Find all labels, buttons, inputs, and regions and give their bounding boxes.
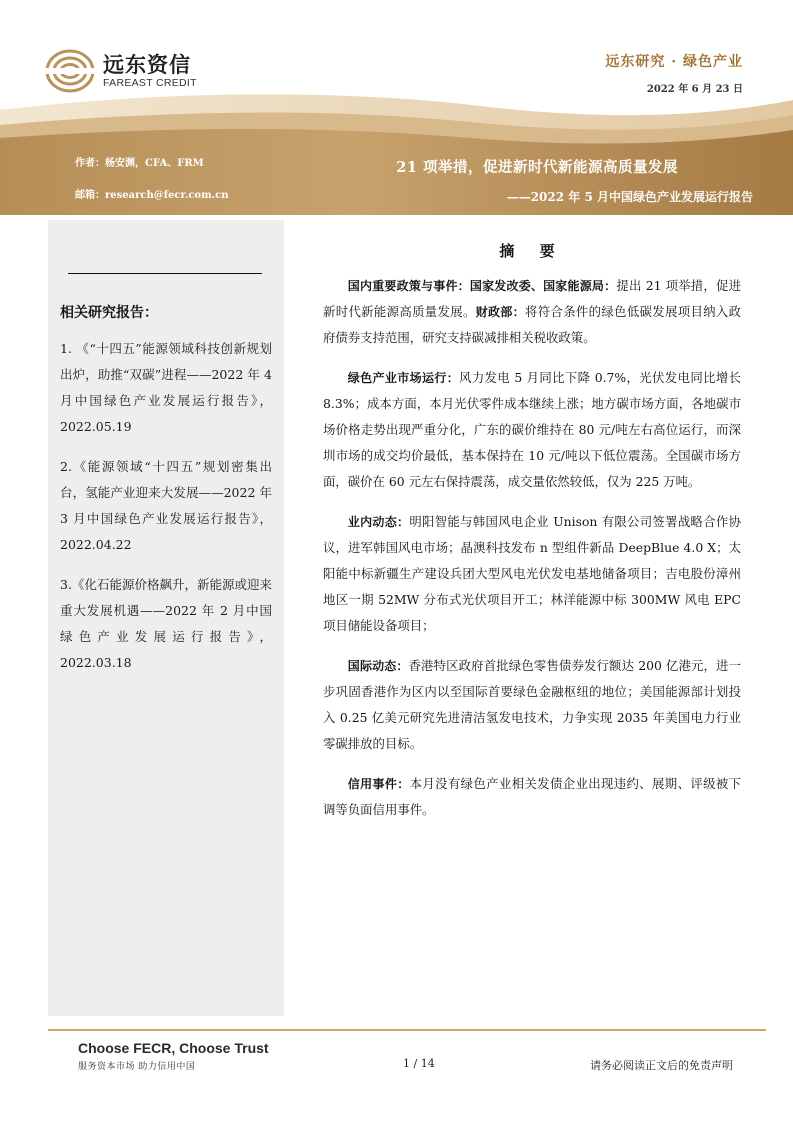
page-header	[0, 0, 793, 215]
fecr-logo	[45, 48, 197, 94]
footer-divider	[48, 1029, 766, 1031]
market-text: 风力发电 5 月同比下降 0.7%，光伏发电同比增长 8.3%；成本方面，本月光伏零件成本继续上涨；地方碳市场方面，各地碳市场价格走势出现严重分化，广东的碳价维持在 80 元/吨左右高位运行，而深圳市场的成交均价最低，基本保持在 10 元/吨以下低位震荡。全国碳市场方面，碳价在 60 元左右保持震荡，成交量依然较低，仅为 225 万吨。	[323, 370, 741, 489]
footer-slogan: 服务资本市场 助力信用中国	[78, 1062, 196, 1072]
author-email: 邮箱：research@fecr.com.cn	[75, 190, 229, 201]
mof-text: 将符合条件的绿色低碳发展项目纳入政府债券支持范围，研究支持碳减排相关税收政策。	[323, 304, 741, 345]
brand-tag: 远东研究 · 绿色产业	[605, 54, 743, 70]
sidebar-title: 相关研究报告：	[60, 305, 158, 321]
credit-text: 本月没有绿色产业相关发债企业出现违约、展期、评级被下调等负面信用事件。	[323, 776, 741, 817]
industry-text: 明阳智能与韩国风电企业 Unison 有限公司签署战略合作协议，进军韩国风电市场；晶澳科技发布 n 型组件新品 DeepBlue 4.0 X；太阳能中标新疆生产建设兵团大型风电光伏发电基地储备项目；吉电股份漳州地区一期 52MW 分布式光伏项目开工；林洋能源中标 300MW 风电 EPC 项目储能设备项目；	[323, 514, 741, 633]
abstract-section	[323, 240, 741, 837]
abstract-credit-paragraph	[323, 771, 741, 823]
logo-english-name: FAREAST CREDIT	[103, 76, 197, 89]
related-report-list	[60, 336, 272, 690]
abstract-policy-paragraph	[323, 273, 741, 351]
mof-label: 财政部：	[475, 305, 526, 319]
page-number: 1 / 14	[403, 1057, 435, 1070]
author-info: 作者：杨安渊，CFA、FRM	[75, 158, 204, 169]
footer-brand: Choose FECR, Choose Trust	[78, 1040, 269, 1056]
credit-label: 信用事件：	[347, 777, 410, 791]
header-wave-background	[0, 0, 793, 215]
related-report-item[interactable]: 3.《化石能源价格飙升，新能源或迎来重大发展机遇——2022 年 2 月中国绿色产业发展运行报告》，2022.03.18	[60, 577, 272, 670]
sidebar-divider	[68, 273, 262, 274]
international-text: 香港特区政府首批绿色零售债券发行额达 200 亿港元，进一步巩固香港作为区内以至国际首要绿色金融枢纽的地位；美国能源部计划投入 0.25 亿美元研究先进清洁氢发电技术，力争实现 2035 年美国电力行业零碳排放的目标。	[323, 658, 741, 751]
report-title: 21 项举措，促进新时代新能源高质量发展	[396, 159, 678, 176]
abstract-industry-paragraph	[323, 509, 741, 639]
abstract-market-paragraph	[323, 365, 741, 495]
international-label: 国际动态：	[347, 659, 409, 673]
report-subtitle: ——2022 年 5 月中国绿色产业发展运行报告	[506, 190, 753, 204]
policy-label: 国内重要政策与事件：国家发改委、国家能源局：	[347, 279, 617, 293]
industry-label: 业内动态：	[347, 515, 410, 529]
footer-disclaimer: 请务必阅读正文后的免责声明	[590, 1059, 733, 1072]
market-label: 绿色产业市场运行：	[347, 371, 460, 385]
abstract-heading: 摘 要	[499, 242, 565, 260]
related-report-item[interactable]: 1. 《“十四五”能源领域科技创新规划出炉，助推“双碳”进程——2022 年 4 月中国绿色产业发展运行报告》，2022.05.19	[60, 341, 272, 434]
related-report-item[interactable]: 2.《能源领域“十四五”规划密集出台，氢能产业迎来大发展——2022 年 3 月中国绿色产业发展运行报告》，2022.04.22	[60, 459, 272, 552]
policy-text: 提出 21 项举措，促进新时代新能源高质量发展。	[323, 278, 741, 319]
report-date: 2022 年 6 月 23 日	[646, 84, 743, 95]
sidebar-related-reports	[48, 220, 284, 1016]
logo-chinese-name: 远东资信	[103, 52, 191, 77]
abstract-international-paragraph	[323, 653, 741, 757]
fecr-logo-icon	[45, 48, 95, 94]
